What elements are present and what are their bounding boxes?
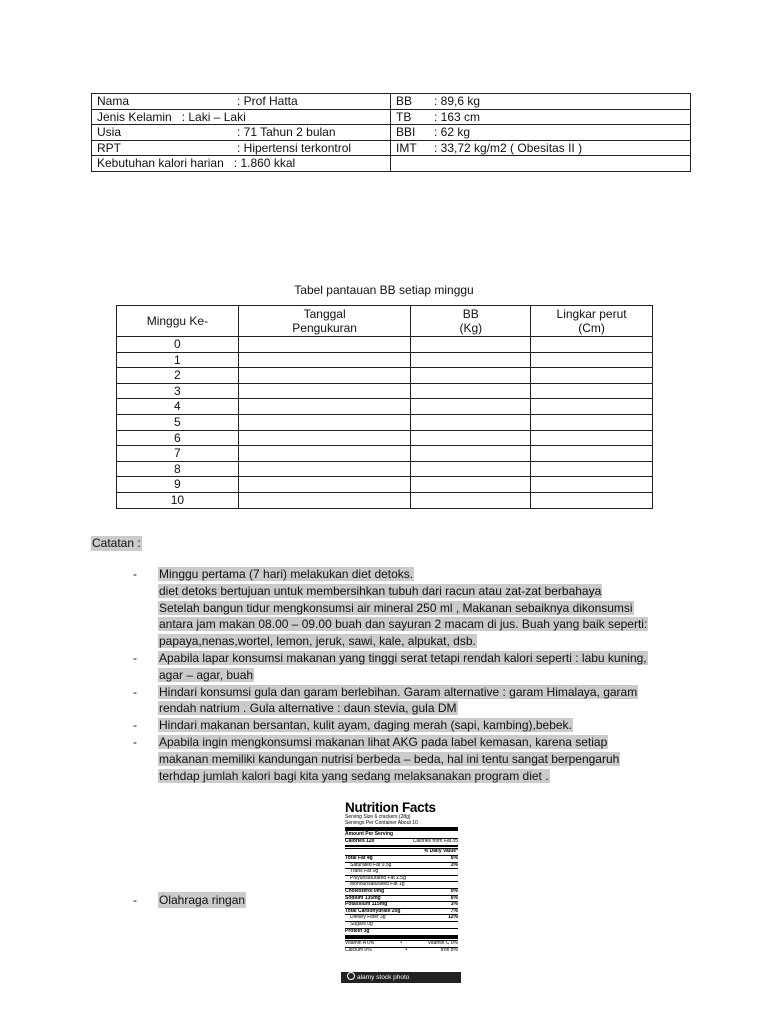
bb-label: BB	[396, 94, 413, 108]
date-cell	[238, 383, 411, 399]
note-line: Minggu pertama (7 hari) melakukan diet detoks.	[159, 567, 414, 581]
age-cell	[92, 125, 391, 141]
nutrient-name: Total Fat 4g	[345, 854, 373, 861]
weight-cell	[411, 383, 531, 399]
header-date	[238, 306, 411, 337]
date-cell	[238, 414, 411, 430]
bbi-cell	[391, 125, 691, 141]
weight-cell	[411, 492, 531, 508]
week-number: 0	[117, 337, 239, 353]
nutrient-row	[345, 868, 458, 875]
weight-cell	[411, 368, 531, 384]
list-item	[133, 650, 693, 684]
note-line: makanan memiliki kandungan nutrisi berbeda – beda, hal ini tentu sangat berpengaruh	[159, 751, 620, 766]
gender-cell	[92, 109, 391, 125]
table-header-row	[117, 306, 653, 337]
weekly-weight-table	[116, 305, 653, 509]
calcium: Calcium 0%	[345, 946, 372, 953]
nutrient-name: Saturated Fat 0.5g	[350, 861, 392, 868]
header-weight-line1: BB	[462, 307, 479, 321]
calories-fat: Calories from Fat 35	[412, 837, 458, 844]
empty-cell	[391, 156, 691, 172]
note-line: Apabila lapar konsumsi makanan yang tinggi serat tetapi rendah kalori seperti : labu kuning,	[159, 650, 647, 665]
notes-list	[133, 566, 693, 784]
bullet-dash: -	[133, 567, 137, 581]
table-row	[117, 414, 653, 430]
waist-cell	[531, 383, 653, 399]
table-row	[117, 368, 653, 384]
nutrient-row	[345, 888, 458, 895]
week-number: 3	[117, 383, 239, 399]
note-line: diet detoks bertujuan untuk membersihkan tubuh dari racun atau zat-zat berbahaya	[159, 583, 602, 598]
note-line: terhdap jumlah kalori bagi kita yang sedang melaksanakan program diet .	[159, 768, 549, 783]
bullet-dash: -	[133, 650, 137, 665]
calories: Calories 120	[345, 837, 375, 844]
table-row	[117, 352, 653, 368]
nutrient-name: Sodium 135mg	[345, 894, 381, 901]
nutrient-name: Protein 3g	[345, 927, 370, 934]
imt-cell	[391, 140, 691, 156]
bbi-label: BBI	[396, 125, 416, 140]
date-cell	[238, 399, 411, 415]
nutrient-name: Dietary Fiber 3g	[350, 914, 386, 921]
bullet-dash: -	[133, 893, 137, 907]
date-cell	[238, 352, 411, 368]
serving-size: Serving Size 6 crackers (28g)	[345, 814, 411, 820]
iron: Iron 8%	[440, 946, 458, 953]
note-line: antara jam makan 08.00 – 09.00 buah dan sayuran 2 macam di jus. Buah yang baik seperti:	[159, 617, 648, 632]
table-caption: Tabel pantauan BB setiap minggu	[294, 283, 474, 297]
waist-cell	[531, 446, 653, 462]
note-line: agar – agar, buah	[159, 667, 254, 682]
header-week	[117, 306, 239, 337]
week-number: 9	[117, 477, 239, 493]
nutrient-rows	[345, 855, 458, 934]
header-date-line1: Tanggal	[303, 307, 346, 321]
date-cell	[238, 461, 411, 477]
calories-row	[345, 838, 458, 845]
name-label: Nama	[97, 94, 130, 108]
list-item	[133, 734, 693, 784]
vitamin-a: Vitamin A 0%	[345, 940, 375, 947]
week-number: 10	[117, 492, 239, 508]
note-line: rendah natrium . Gula alternative : daun stevia, gula DM	[159, 701, 457, 716]
week-number: 7	[117, 446, 239, 462]
rpt-label: RPT	[97, 140, 121, 155]
amount-per-serving: Amount Per Serving	[345, 831, 394, 838]
divider	[345, 845, 458, 847]
patient-info-table	[91, 93, 691, 172]
list-item	[133, 717, 693, 734]
weight-cell	[411, 399, 531, 415]
calorie-cell	[92, 156, 391, 172]
nutrient-name: Total Carbohydrate 20g	[345, 907, 401, 914]
table-row	[117, 383, 653, 399]
list-item	[133, 684, 693, 718]
waist-cell	[531, 477, 653, 493]
table-row	[117, 337, 653, 353]
table-row	[92, 156, 691, 172]
table-row	[117, 492, 653, 508]
week-number: 2	[117, 368, 239, 384]
waist-cell	[531, 352, 653, 368]
list-item	[133, 566, 693, 650]
gender-value: : Laki – Laki	[181, 109, 246, 124]
tb-value: : 163 cm	[434, 109, 481, 124]
date-cell	[238, 430, 411, 446]
waist-cell	[531, 399, 653, 415]
tb-label: TB	[396, 109, 412, 124]
calorie-value: : 1.860 kkal	[233, 156, 296, 171]
waist-cell	[531, 368, 653, 384]
nutrient-daily-value: 3%	[450, 901, 458, 908]
daily-value-header-row	[345, 848, 458, 855]
imt-label: IMT	[396, 140, 417, 155]
table-row	[92, 125, 691, 141]
table-row	[117, 461, 653, 477]
note-line: Setelah bangun tidur mengkonsumsi air mineral 250 ml , Makanan sebaiknya dikonsumsi	[159, 600, 633, 615]
mineral-row	[345, 947, 458, 954]
table-row	[117, 477, 653, 493]
date-cell	[238, 337, 411, 353]
date-cell	[238, 492, 411, 508]
week-number: 8	[117, 461, 239, 477]
bullet-dash: -	[133, 718, 137, 733]
age-value: : 71 Tahun 2 bulan	[237, 125, 336, 140]
date-cell	[238, 368, 411, 384]
nutrient-row	[345, 914, 458, 921]
date-cell	[238, 477, 411, 493]
header-waist-line2: (Cm)	[578, 321, 605, 335]
table-row	[117, 446, 653, 462]
nutrient-daily-value: 3%	[450, 861, 458, 868]
weight-cell	[411, 461, 531, 477]
header-weight-line2: (Kg)	[459, 321, 483, 335]
nutrient-name: Trans Fat 0g	[350, 868, 379, 875]
date-cell	[238, 446, 411, 462]
bullet-dash: -	[133, 734, 137, 749]
rpt-cell	[92, 140, 391, 156]
week-number: 5	[117, 414, 239, 430]
weight-cell	[411, 337, 531, 353]
waist-cell	[531, 414, 653, 430]
weight-cell	[411, 477, 531, 493]
nutrient-name: Cholesterol 0mg	[345, 887, 385, 894]
note-line: Hindari makanan bersantan, kulit ayam, daging merah (sapi, kambing),bebek.	[159, 718, 572, 733]
nutrient-name: Sugars 0g	[350, 920, 373, 927]
header-waist-line1: Lingkar perut	[556, 307, 627, 321]
nutrient-row	[345, 908, 458, 915]
weight-cell	[411, 446, 531, 462]
waist-cell	[531, 430, 653, 446]
waist-cell	[531, 337, 653, 353]
nutrient-daily-value: 12%	[447, 914, 458, 921]
nutrient-daily-value: 6%	[450, 854, 458, 861]
divider	[345, 935, 458, 939]
nutrition-facts-image	[341, 800, 461, 983]
age-label: Usia	[97, 125, 122, 140]
weight-cell	[411, 430, 531, 446]
vitamin-row	[345, 940, 458, 947]
header-weight	[411, 306, 531, 337]
nutrient-row	[345, 881, 458, 888]
header-week-line1: Minggu Ke-	[146, 314, 209, 328]
table-row	[117, 430, 653, 446]
tb-cell	[391, 109, 691, 125]
watermark-text: alamy stock photo	[357, 974, 410, 981]
nutrient-daily-value: 6%	[450, 894, 458, 901]
rpt-value: : Hipertensi terkontrol	[237, 140, 352, 155]
note-line: Hindari konsumsi gula dan garam berlebihan. Garam alternative : garam Himalaya, garam	[159, 684, 638, 699]
week-number: 6	[117, 430, 239, 446]
nutrition-label	[345, 800, 458, 953]
nutrient-row	[345, 921, 458, 928]
nutrient-row	[345, 901, 458, 908]
nutrient-row	[345, 875, 458, 882]
bbi-value: : 62 kg	[434, 125, 471, 140]
nutrient-name: Potassium 115mg	[345, 901, 388, 908]
gender-label: Jenis Kelamin	[97, 109, 172, 124]
nutrient-name: Polyunsaturated Fat 2.5g	[350, 874, 406, 881]
daily-value-header: % Daily Value*	[423, 848, 458, 855]
nutrient-row	[345, 928, 458, 935]
bullet-dot: •	[405, 946, 408, 953]
nutrition-title: Nutrition Facts	[345, 800, 436, 815]
waist-cell	[531, 492, 653, 508]
alamy-logo-icon	[347, 972, 355, 980]
table-row	[92, 109, 691, 125]
bb-cell	[391, 94, 691, 110]
bullet-dash: -	[133, 684, 137, 699]
nutrient-row	[345, 862, 458, 869]
nutrient-row	[345, 855, 458, 862]
table-row	[92, 94, 691, 110]
week-number: 4	[117, 399, 239, 415]
notes-title: Catatan :	[92, 536, 141, 550]
exercise-text: Olahraga ringan	[159, 893, 246, 907]
weight-cell	[411, 414, 531, 430]
nutrient-daily-value: 7%	[450, 907, 458, 914]
week-number: 1	[117, 352, 239, 368]
nutrient-row	[345, 895, 458, 902]
bb-value: : 89,6 kg	[434, 94, 481, 108]
weight-cell	[411, 352, 531, 368]
name-value: : Prof Hatta	[237, 94, 298, 108]
bullet-dot: •	[400, 940, 402, 947]
note-line: Apabila ingin mengkonsumsi makanan lihat AKG pada label kemasan, karena setiap	[159, 734, 608, 749]
header-date-line2: Pengukuran	[292, 321, 357, 335]
header-waist	[531, 306, 653, 337]
nutrient-name: Monounsaturated Fat 1g	[350, 881, 405, 888]
table-row	[92, 140, 691, 156]
watermark-bar	[341, 972, 461, 983]
imt-value: : 33,72 kg/m2 ( Obesitas II )	[434, 140, 583, 155]
servings-per-container: Servings Per Container About 10	[345, 819, 418, 826]
table-row	[117, 399, 653, 415]
name-cell	[92, 94, 391, 110]
note-line: papaya,nenas,wortel, lemon, jeruk, sawi, kale, alpukat, dsb.	[159, 634, 476, 649]
vitamin-c: Vitamin C 0%	[427, 940, 458, 947]
waist-cell	[531, 461, 653, 477]
calorie-label: Kebutuhan kalori harian	[97, 156, 224, 171]
nutrient-daily-value: 0%	[450, 887, 458, 894]
